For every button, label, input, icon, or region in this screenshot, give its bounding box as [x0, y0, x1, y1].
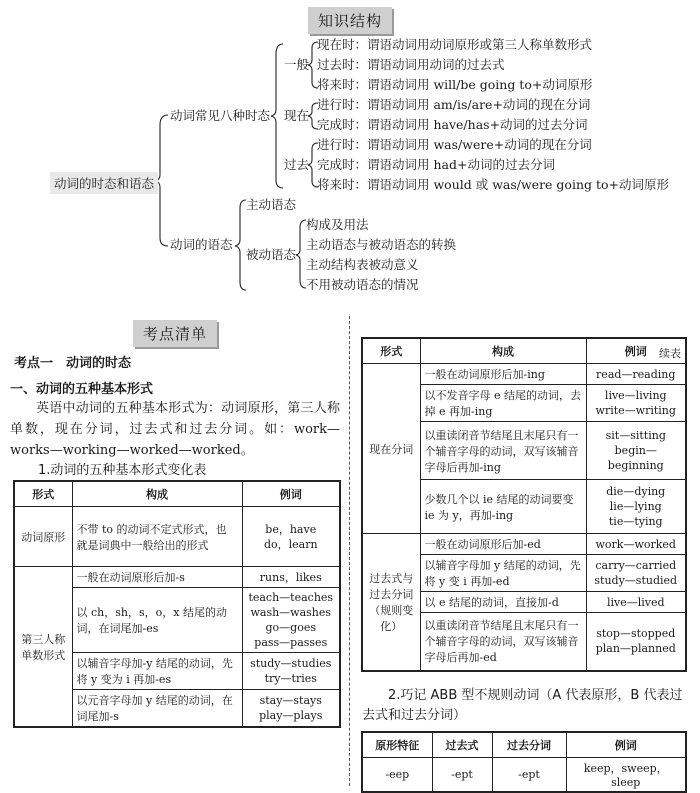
general-item: 过去时：谓语动词用动词的过去式 — [317, 57, 505, 72]
rule-cell: 以元音字母加 y 结尾的动词，在词尾加-s — [72, 690, 242, 728]
voice-label: 动词的语态 — [170, 237, 233, 252]
header-base-feature: 原形特征 — [362, 732, 432, 758]
rule-cell: 以 e 结尾的动词，直接加-d — [420, 592, 586, 613]
rule-cell: 少数几个以 ie 结尾的动词要变 ie 为 y，再加-ing — [420, 480, 586, 534]
example-cell: be，have do，learn — [242, 507, 340, 567]
header-rule: 构成 — [420, 338, 586, 364]
example-cell: work—worked — [586, 534, 686, 555]
general-item: 现在时：谓语动词用动词原形或第三人称单数形式 — [317, 37, 593, 52]
example-cell: stop—stopped plan—planned — [586, 613, 686, 671]
rule-cell: 一般在动词原形后加-ing — [420, 364, 586, 385]
rule-cell: 一般在动词原形后加-ed — [420, 534, 586, 555]
table1-title: 1.动词的五种基本形式变化表 — [38, 463, 207, 478]
rule-cell: 不带 to 的动词不定式形式，也就是词典中一般给出的形式 — [72, 507, 242, 567]
example-cell: stay—stays play—plays — [242, 690, 340, 728]
past-item: 进行时：谓语动词用 was/were+动词的现在分词 — [317, 137, 592, 152]
past-item: 将来时：谓语动词用 would 或 was/were going to+动词原形 — [317, 177, 669, 192]
past-cell: -ept — [432, 758, 492, 793]
point-one-heading: 考点一 动词的时态 — [14, 356, 132, 371]
tree-root-label: 动词的时态和语态 — [50, 172, 158, 194]
rule-cell: 以辅音字母加 y 结尾的动词，先将 y 变 i 再加-ed — [420, 555, 586, 592]
example-cell: live—lived — [586, 592, 686, 613]
header-past: 过去式 — [432, 732, 492, 758]
passive-item: 不用被动语态的情况 — [306, 277, 419, 292]
header-form: 形式 — [362, 338, 420, 364]
section-one-heading: 一、动词的五种基本形式 — [10, 382, 154, 397]
intro-paragraph: 英语中动词的五种基本形式为：动词原形，第三人称单数，现在分词，过去式和过去分词。如：work—works—working—worked—worked。 — [10, 401, 340, 458]
abb-irregular-table — [361, 731, 687, 793]
form-cell: 现在分词 — [362, 364, 420, 534]
header-rule: 构成 — [72, 481, 242, 507]
present-item: 进行时：谓语动词用 am/is/are+动词的现在分词 — [317, 97, 591, 112]
knowledge-structure-title: 知识结构 — [308, 7, 392, 34]
present-label: 现在 — [284, 108, 310, 123]
passive-voice-label: 被动语态 — [246, 247, 297, 262]
header-past-participle: 过去分词 — [492, 732, 566, 758]
example-cell: sit—sitting begin—beginning — [586, 422, 686, 480]
rule-cell: 一般在动词原形后加-s — [72, 567, 242, 588]
header-example: 例词 — [586, 338, 686, 364]
example-cell: read—reading — [586, 364, 686, 385]
rule-cell: 以重读闭音节结尾且末尾只有一个辅音字母的动词，双写该辅音字母后再加-ed — [420, 613, 586, 671]
rule-cell: 以辅音字母加-y 结尾的动词，先将 y 变为 i 再加-es — [72, 653, 242, 690]
header-example: 例词 — [242, 481, 340, 507]
table3-title: 2.巧记 ABB 型不规则动词（A 代表原形，B 代表过去式和过去分词） — [362, 688, 683, 723]
past-label: 过去 — [284, 157, 310, 172]
column-divider — [349, 316, 350, 786]
example-cell: carry—carried study—studied — [586, 555, 686, 592]
general-label: 一般 — [284, 57, 310, 72]
form-cell: 第三人称单数形式 — [14, 567, 72, 728]
rule-cell: 以不发音字母 e 结尾的动词，去掉 e 再加-ing — [420, 385, 586, 422]
form-cell: 过去式与 过去分词 （规则变化） — [362, 534, 420, 671]
passive-item: 构成及用法 — [306, 217, 369, 232]
header-example: 例词 — [566, 732, 686, 758]
past-participle-cell: -ept — [492, 758, 566, 793]
active-voice-label: 主动语态 — [246, 197, 297, 212]
rule-cell: 以重读闭音节结尾且末尾只有一个辅音字母的动词，双写该辅音字母后再加-ing — [420, 422, 586, 480]
header-form: 形式 — [14, 481, 72, 507]
form-cell: 动词原形 — [14, 507, 72, 567]
checklist-title: 考点清单 — [133, 320, 217, 347]
rule-cell: 以 ch，sh，s，o，x 结尾的动词，在词尾加-es — [72, 588, 242, 653]
continued-label: 续表 — [659, 347, 681, 360]
example-cell: runs，likes — [242, 567, 340, 588]
example-cell: live—living write—writing — [586, 385, 686, 422]
verb-forms-table-continued — [361, 337, 687, 672]
past-item: 完成时：谓语动词用 had+动词的过去分词 — [317, 157, 555, 172]
example-cell: keep，sweep，sleep — [566, 758, 686, 793]
example-cell: teach—teaches wash—washes go—goes pass—passes — [242, 588, 340, 653]
present-item: 完成时：谓语动词用 have/has+动词的过去分词 — [317, 117, 588, 132]
general-item: 将来时：谓语动词用 will/be going to+动词原形 — [317, 77, 593, 92]
passive-item: 主动语态与被动语态的转换 — [306, 237, 457, 252]
base-feature-cell: -eep — [362, 758, 432, 793]
verb-forms-table — [13, 480, 341, 728]
example-cell: study—studies try—tries — [242, 653, 340, 690]
passive-item: 主动结构表被动意义 — [306, 257, 419, 272]
example-cell: die—dying lie—lying tie—tying — [586, 480, 686, 534]
tense-label: 动词常见八种时态 — [170, 108, 271, 123]
